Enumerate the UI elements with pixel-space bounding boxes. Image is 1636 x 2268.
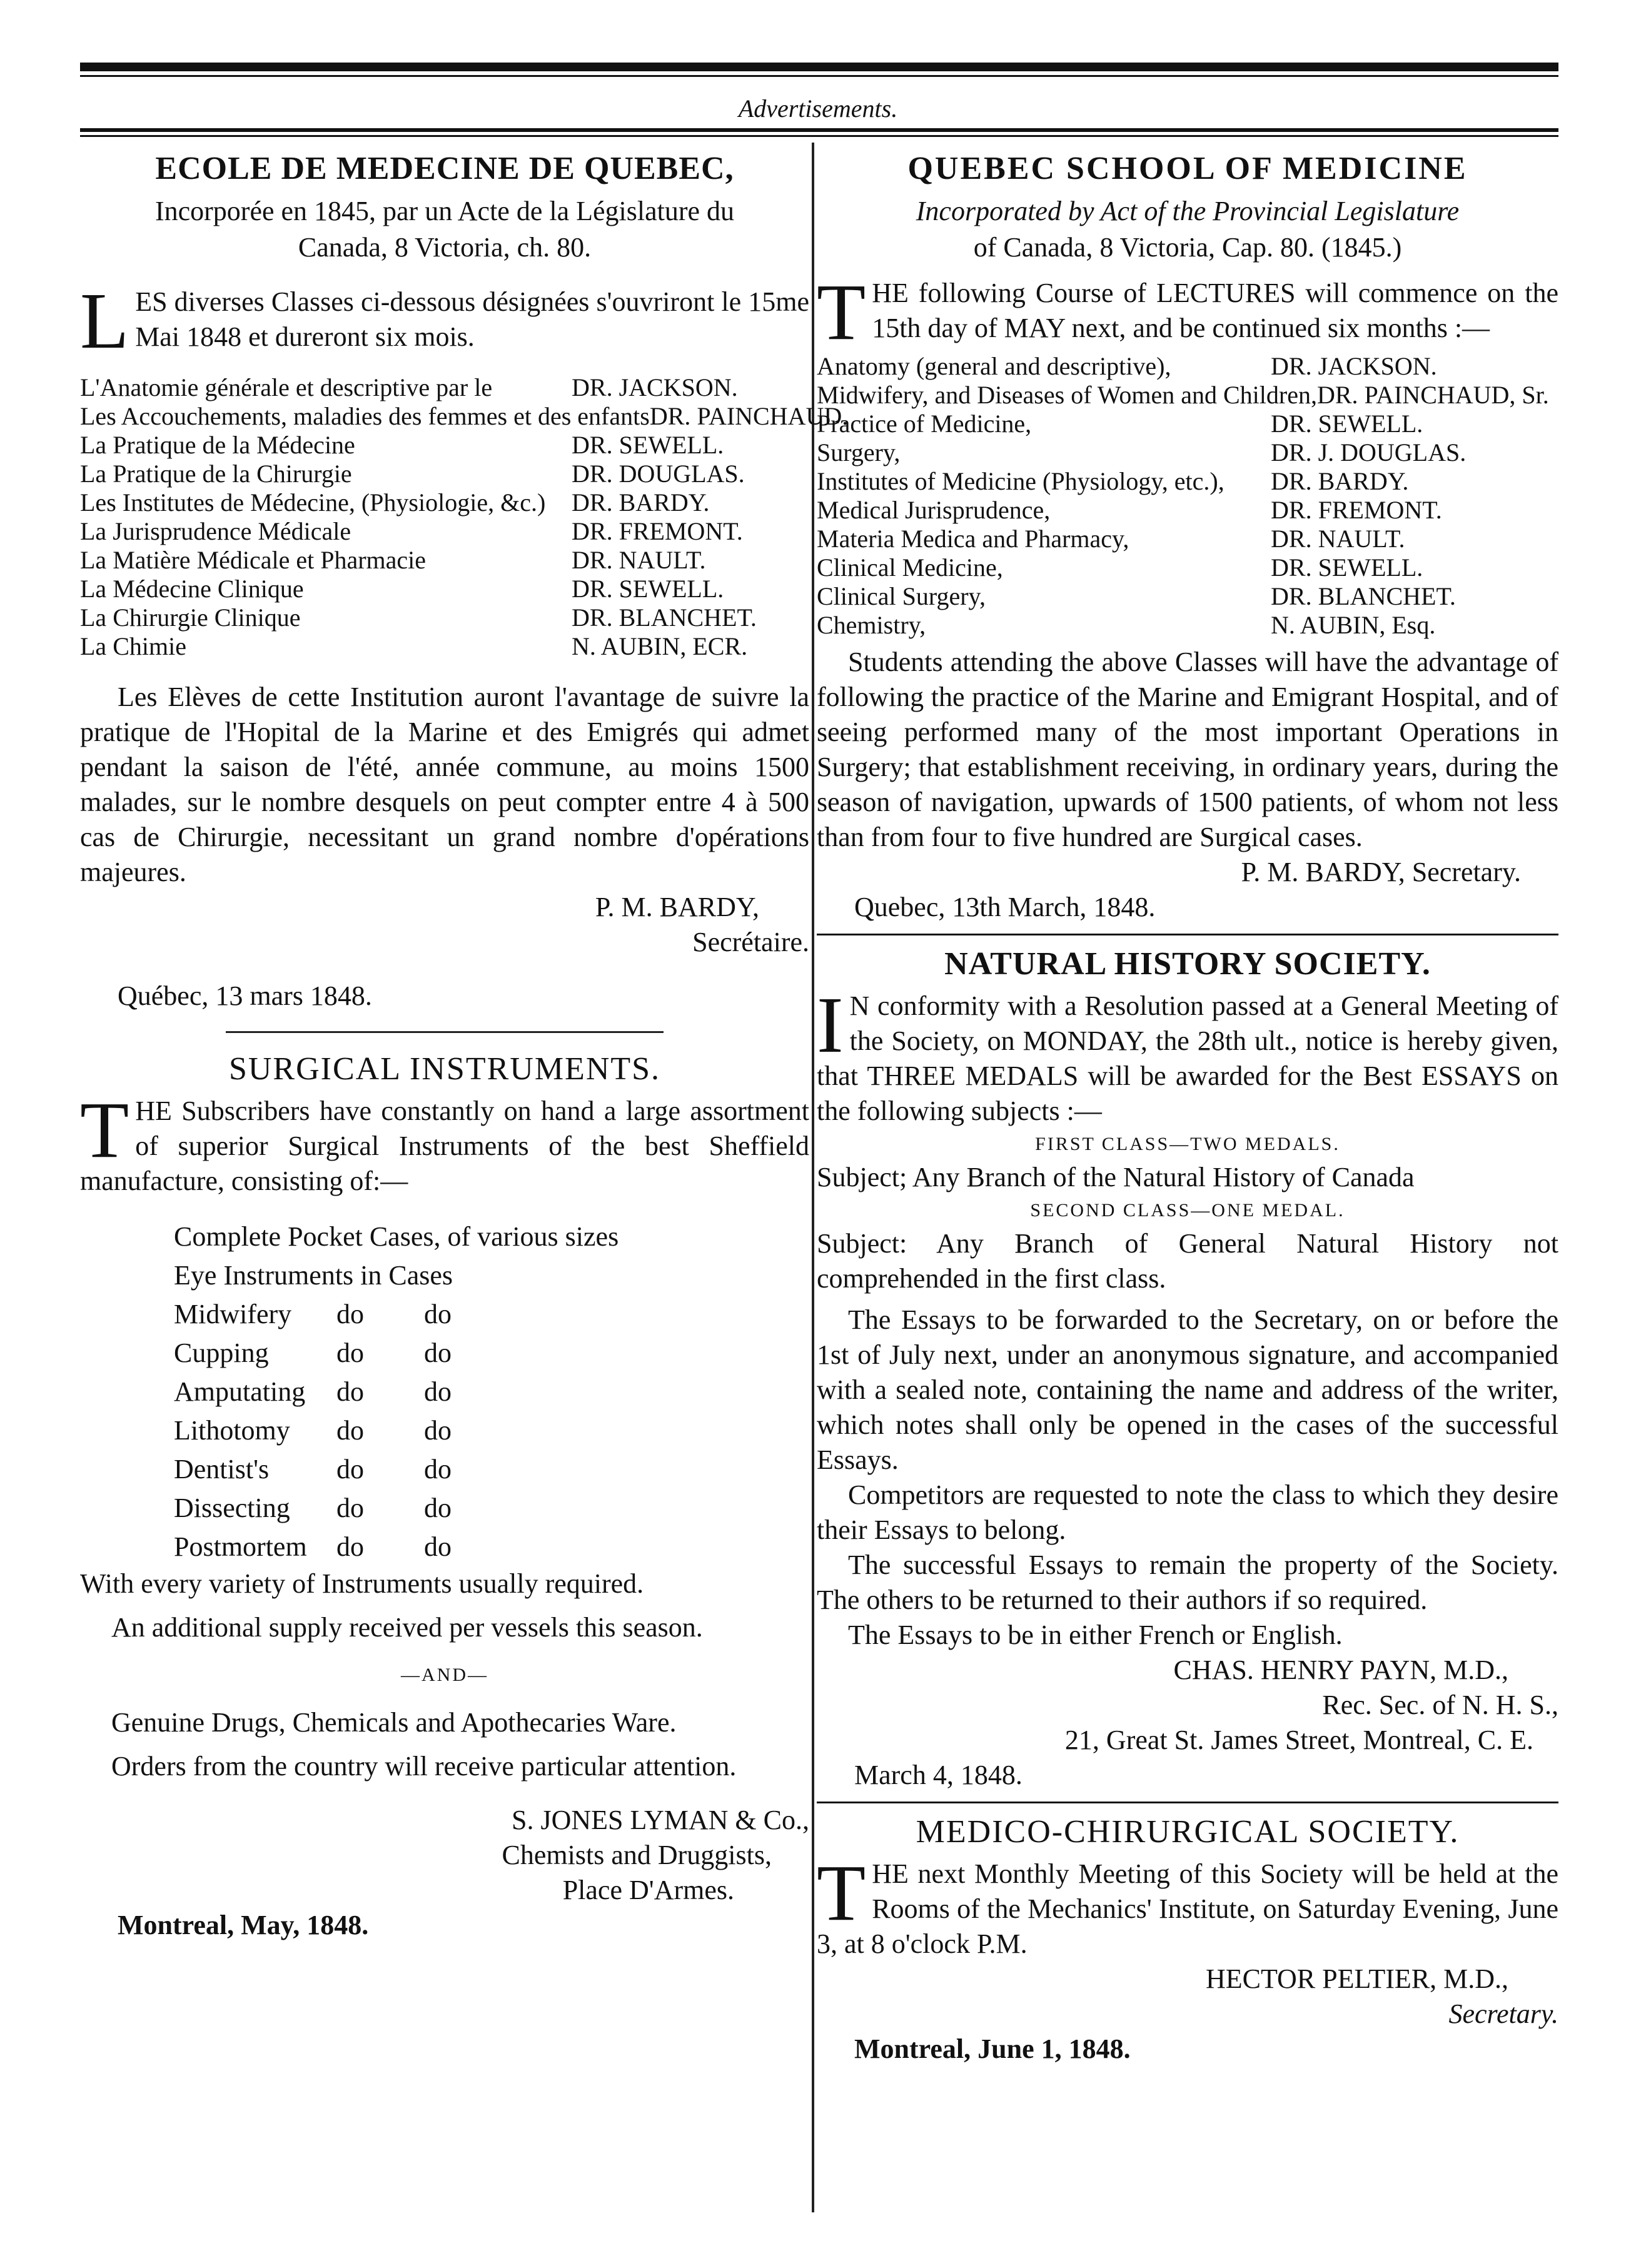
quebec-place-date: Quebec, 13th March, 1848. <box>854 892 1156 922</box>
natural-para-4: The Essays to be in either French or English. <box>848 1620 1343 1650</box>
instrument-row: Dentist's do do <box>174 1454 452 1484</box>
drop-cap: I <box>817 980 844 1069</box>
right-column <box>817 150 1558 2230</box>
top-rule-thick <box>80 63 1558 71</box>
header-rule-thin <box>80 135 1558 137</box>
left-column <box>80 150 849 2230</box>
course-row: Institutes of Medicine (Physiology, etc.), DR. BARDY. <box>817 467 1409 495</box>
course-row: La Médecine Clinique DR. SEWELL. <box>80 575 724 603</box>
course-row: La Chimie N. AUBIN, ECR. <box>80 632 748 660</box>
natural-title: NATURAL HISTORY SOCIETY. <box>944 946 1431 982</box>
surgical-title: SURGICAL INSTRUMENTS. <box>228 1051 661 1087</box>
drop-cap: T <box>817 1848 866 1937</box>
second-class-label: SECOND CLASS—ONE MEDAL. <box>1030 1200 1345 1221</box>
medico-intro: THE next Monthly Meeting of this Society will be held at the Rooms of the Mechanics' Institute, on Saturday Evening, June 3, at 8 o'clock P.M. <box>817 1848 1558 1959</box>
medico-signer-role: Secretary. <box>1448 1998 1558 2029</box>
instrument-row: Cupping do do <box>174 1338 452 1368</box>
course-row: Clinical Surgery, DR. BLANCHET. <box>817 582 1456 610</box>
section-divider <box>226 1031 664 1033</box>
course-row: La Matière Médicale et Pharmacie DR. NAULT. <box>80 546 706 574</box>
surgical-place-date: Montreal, May, 1848. <box>118 1910 369 1940</box>
medico-title: MEDICO-CHIRURGICAL SOCIETY. <box>916 1814 1460 1850</box>
surgical-advertisement <box>80 1051 809 1943</box>
course-row: Practice of Medicine, DR. SEWELL. <box>817 410 1423 438</box>
course-row: Surgery, DR. J. DOUGLAS. <box>817 438 1467 466</box>
quebec-advertisement <box>817 150 1558 925</box>
header-rule-thick <box>80 128 1558 132</box>
and-line: —AND— <box>401 1665 488 1685</box>
course-row: Midwifery, and Diseases of Women and Children, DR. PAINCHAUD, Sr. <box>817 381 1549 409</box>
ecole-body: Les Elèves de cette Institution auront l'avantage de suivre la pratique de l'Hopital de la Marine et des Emigrés qui admet pendant la saison de l'été, année commune, au moins 1500 malades, sur le nombre desquels on peut compter entre 4 à 500 cas de Chirurgie, necessitant un grand nombre d'opérations majeures. <box>80 682 809 887</box>
natural-address: 21, Great St. James Street, Montreal, C. E. <box>1064 1725 1533 1755</box>
course-row: L'Anatomie générale et descriptive par le DR. JACKSON. <box>80 373 738 401</box>
medico-place-date: Montreal, June 1, 1848. <box>854 2034 1131 2064</box>
column-separator <box>812 143 814 2212</box>
ecole-subtitle-line1: Incorporée en 1845, par un Acte de la Législature du <box>154 196 735 226</box>
course-row: Anatomy (general and descriptive), DR. JACKSON. <box>817 352 1437 380</box>
course-row: La Jurisprudence Médicale DR. FREMONT. <box>80 517 743 545</box>
course-row: Materia Medica and Pharmacy, DR. NAULT. <box>817 525 1405 553</box>
quebec-course-list <box>817 352 1558 640</box>
natural-signer-role: Rec. Sec. of N. H. S., <box>1322 1690 1558 1720</box>
drop-cap: T <box>817 268 866 356</box>
drop-cap: T <box>80 1086 129 1174</box>
ecole-place-date: Québec, 13 mars 1848. <box>118 980 372 1011</box>
instrument-row: Amputating do do <box>174 1376 452 1407</box>
natural-intro: I N conformity with a Resolution passed at a General Meeting of the Society, on MONDAY, the 28th ult., notice is hereby given, that THREE MEDALS will be awarded for the Best ESSAYS on the following subjects :— <box>817 980 1558 1126</box>
first-class-label: FIRST CLASS—TWO MEDALS. <box>1035 1134 1340 1154</box>
quebec-subtitle <box>817 193 1558 266</box>
section-divider <box>817 1802 1558 1803</box>
subject-2: Subject: Any Branch of General Natural History not comprehended in the first class. <box>817 1228 1558 1294</box>
course-row: Les Institutes de Médecine, (Physiologie, &c.) DR. BARDY. <box>80 488 710 517</box>
instrument-row: Lithotomy do do <box>174 1415 452 1446</box>
medico-signer: HECTOR PELTIER, M.D., <box>1205 1963 1508 1994</box>
top-rule-thin <box>80 75 1558 77</box>
subject-1: Subject; Any Branch of the Natural History of Canada <box>817 1162 1415 1192</box>
instrument-row: Postmortem do do <box>174 1531 452 1562</box>
ecole-signer-role: Secrétaire. <box>692 927 809 957</box>
course-row: Les Accouchements, maladies des femmes et des enfants DR. PAINCHAUD. <box>80 402 849 430</box>
surgical-intro: THE Subscribers have constantly on hand a large assortment of superior Surgical Instruments of the best Sheffield manufacture, consisting of:— <box>80 1086 809 1196</box>
course-row: La Chirurgie Clinique DR. BLANCHET. <box>80 603 757 632</box>
surgical-signer-line3: Place D'Armes. <box>562 1875 734 1905</box>
ecole-subtitle <box>80 193 809 266</box>
running-header: Advertisements. <box>738 94 898 123</box>
natural-para-3: The successful Essays to remain the property of the Society. The others to be returned to their authors if so required. <box>817 1550 1558 1615</box>
instrument-row: Dissecting do do <box>174 1493 452 1523</box>
natural-para-2: Competitors are requested to note the class to which they desire their Essays to belong. <box>817 1479 1558 1545</box>
course-row: Chemistry, N. AUBIN, Esq. <box>817 611 1436 639</box>
instrument-list <box>174 1217 809 1566</box>
ecole-course-list <box>80 373 849 661</box>
ecole-signer: P. M. BARDY, <box>595 892 759 922</box>
instrument-line: Eye Instruments in Cases <box>174 1260 453 1291</box>
natural-signer: CHAS. HENRY PAYN, M.D., <box>1173 1655 1508 1685</box>
quebec-intro: THE following Course of LECTURES will commence on the 15th day of MAY next, and be continued six months :— <box>817 268 1558 356</box>
quebec-subtitle-line1: Incorporated by Act of the Provincial Legislature <box>916 196 1460 226</box>
surgical-signer-line2: Chemists and Druggists, <box>502 1840 772 1870</box>
medico-advertisement <box>817 1813 1558 2067</box>
quebec-title: QUEBEC SCHOOL OF MEDICINE <box>907 151 1468 186</box>
ecole-intro: LES diverses Classes ci-dessous désignées s'ouvriront le 15me Mai 1848 et dureront six mois. <box>80 276 809 365</box>
surgical-orders: Orders from the country will receive particular attention. <box>111 1751 737 1782</box>
surgical-variety: With every variety of Instruments usually required. <box>80 1568 644 1599</box>
instrument-row: Midwifery do do <box>174 1299 452 1329</box>
course-row: La Pratique de la Médecine DR. SEWELL. <box>80 431 724 459</box>
natural-para-1: The Essays to be forwarded to the Secretary, on or before the 1st of July next, under an anonymous signature, and accompanied with a sealed note, containing the name and address of the writer, which notes shall only be opened in the cases of the successful Essays. <box>817 1304 1558 1475</box>
instrument-line: Complete Pocket Cases, of various sizes <box>174 1221 619 1252</box>
quebec-body: Students attending the above Classes will have the advantage of following the practice of the Marine and Emigrant Hospital, and of seeing performed many of the most important Operations in Surgery; that establishment receiving, in ordinary years, during the season of navigation, upwards of 1500 patients, of whom not less than from four to five hundred are Surgical cases. <box>817 647 1558 852</box>
natural-date: March 4, 1848. <box>854 1760 1022 1790</box>
ecole-advertisement <box>80 150 849 1014</box>
surgical-signer: S. JONES LYMAN & Co., <box>512 1805 809 1835</box>
natural-history-advertisement <box>817 945 1558 1793</box>
course-row: Medical Jurisprudence, DR. FREMONT. <box>817 496 1442 524</box>
course-row: La Pratique de la Chirurgie DR. DOUGLAS. <box>80 460 745 488</box>
surgical-supply: An additional supply received per vessels this season. <box>111 1612 703 1643</box>
section-divider <box>817 934 1558 935</box>
course-row: Clinical Medicine, DR. SEWELL. <box>817 553 1423 582</box>
ecole-subtitle-line2: Canada, 8 Victoria, ch. 80. <box>298 232 592 263</box>
quebec-signer: P. M. BARDY, Secretary. <box>1241 857 1521 887</box>
quebec-subtitle-line2: of Canada, 8 Victoria, Cap. 80. (1845.) <box>973 232 1402 263</box>
ecole-title: ECOLE DE MEDECINE DE QUEBEC, <box>155 151 734 186</box>
surgical-drugs: Genuine Drugs, Chemicals and Apothecaries Ware. <box>111 1707 677 1738</box>
drop-cap: L <box>80 276 129 365</box>
